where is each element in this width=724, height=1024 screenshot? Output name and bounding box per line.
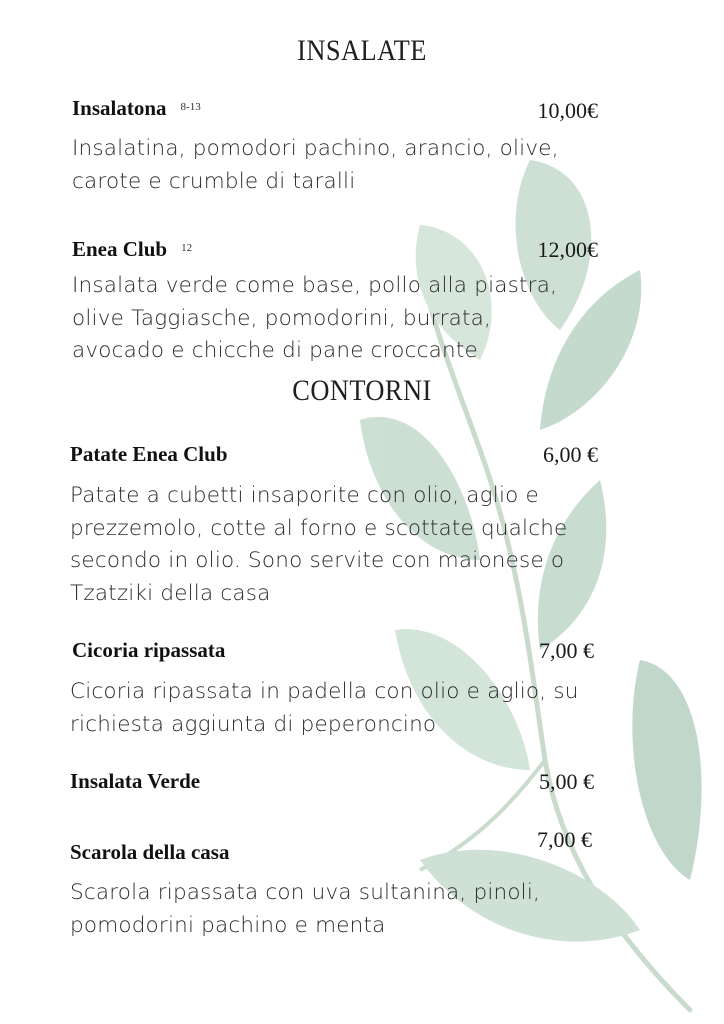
item-name-text: Scarola della casa	[70, 840, 230, 864]
section-title-contorni: CONTORNI	[292, 374, 432, 407]
description-line: carote e crumble di taralli	[72, 168, 356, 194]
item-name-insalata-verde	[70, 769, 200, 794]
item-name-text: Cicoria ripassata	[72, 638, 226, 662]
item-name-text: Enea Club	[72, 237, 168, 261]
item-description-cicoria-ripassata	[70, 676, 579, 741]
item-name-patate-enea-club	[70, 442, 228, 467]
description-line: pomodorini pachino e menta	[70, 912, 386, 938]
description-line: avocado e chicche di pane croccante	[72, 338, 478, 363]
description-line: richiesta aggiunta di peperoncino	[70, 711, 437, 737]
item-description-patate-enea-club	[70, 480, 567, 610]
item-price-scarola-della-casa: 7,00 €	[537, 827, 592, 852]
description-line: Cicoria ripassata in padella con olio e aglio, su	[70, 679, 579, 704]
allergen-codes: 8-13	[180, 101, 201, 113]
item-price-cicoria-ripassata: 7,00 €	[539, 638, 594, 663]
leaf-right	[632, 660, 701, 880]
item-price-insalatona: 10,00€	[537, 98, 598, 123]
description-line: olive Taggiasche, pomodorini, burrata,	[72, 305, 492, 331]
item-name-enea-club	[72, 237, 192, 262]
item-price-enea-club: 12,00€	[537, 237, 598, 262]
item-name-scarola-della-casa	[70, 840, 229, 865]
section-title-insalate: INSALATE	[297, 34, 427, 67]
item-name-cicoria-ripassata	[72, 638, 225, 663]
item-name-insalatona	[72, 96, 201, 121]
description-line: secondo in olio. Sono servite con maionese o	[70, 548, 565, 573]
description-line: Patate a cubetti insaporite con olio, aglio e	[70, 483, 539, 508]
item-description-scarola-della-casa	[70, 877, 540, 942]
description-line: prezzemolo, cotte al forno e scottate qualche	[70, 515, 568, 541]
item-price-insalata-verde: 5,00 €	[539, 769, 594, 794]
item-description-insalatona	[72, 133, 559, 198]
description-line: Insalata verde come base, pollo alla piastra,	[72, 273, 558, 298]
item-name-text: Insalatona	[72, 96, 167, 120]
item-description-enea-club	[72, 270, 557, 368]
description-line: Scarola ripassata con uva sultanina, pinoli,	[70, 880, 541, 905]
description-line: Tzatziki della casa	[70, 580, 271, 606]
allergen-codes: 12	[181, 242, 193, 254]
item-price-patate-enea-club: 6,00 €	[543, 442, 598, 467]
item-name-text: Insalata Verde	[70, 769, 201, 793]
description-line: Insalatina, pomodori pachino, arancio, olive,	[72, 136, 559, 161]
item-name-text: Patate Enea Club	[70, 442, 228, 466]
